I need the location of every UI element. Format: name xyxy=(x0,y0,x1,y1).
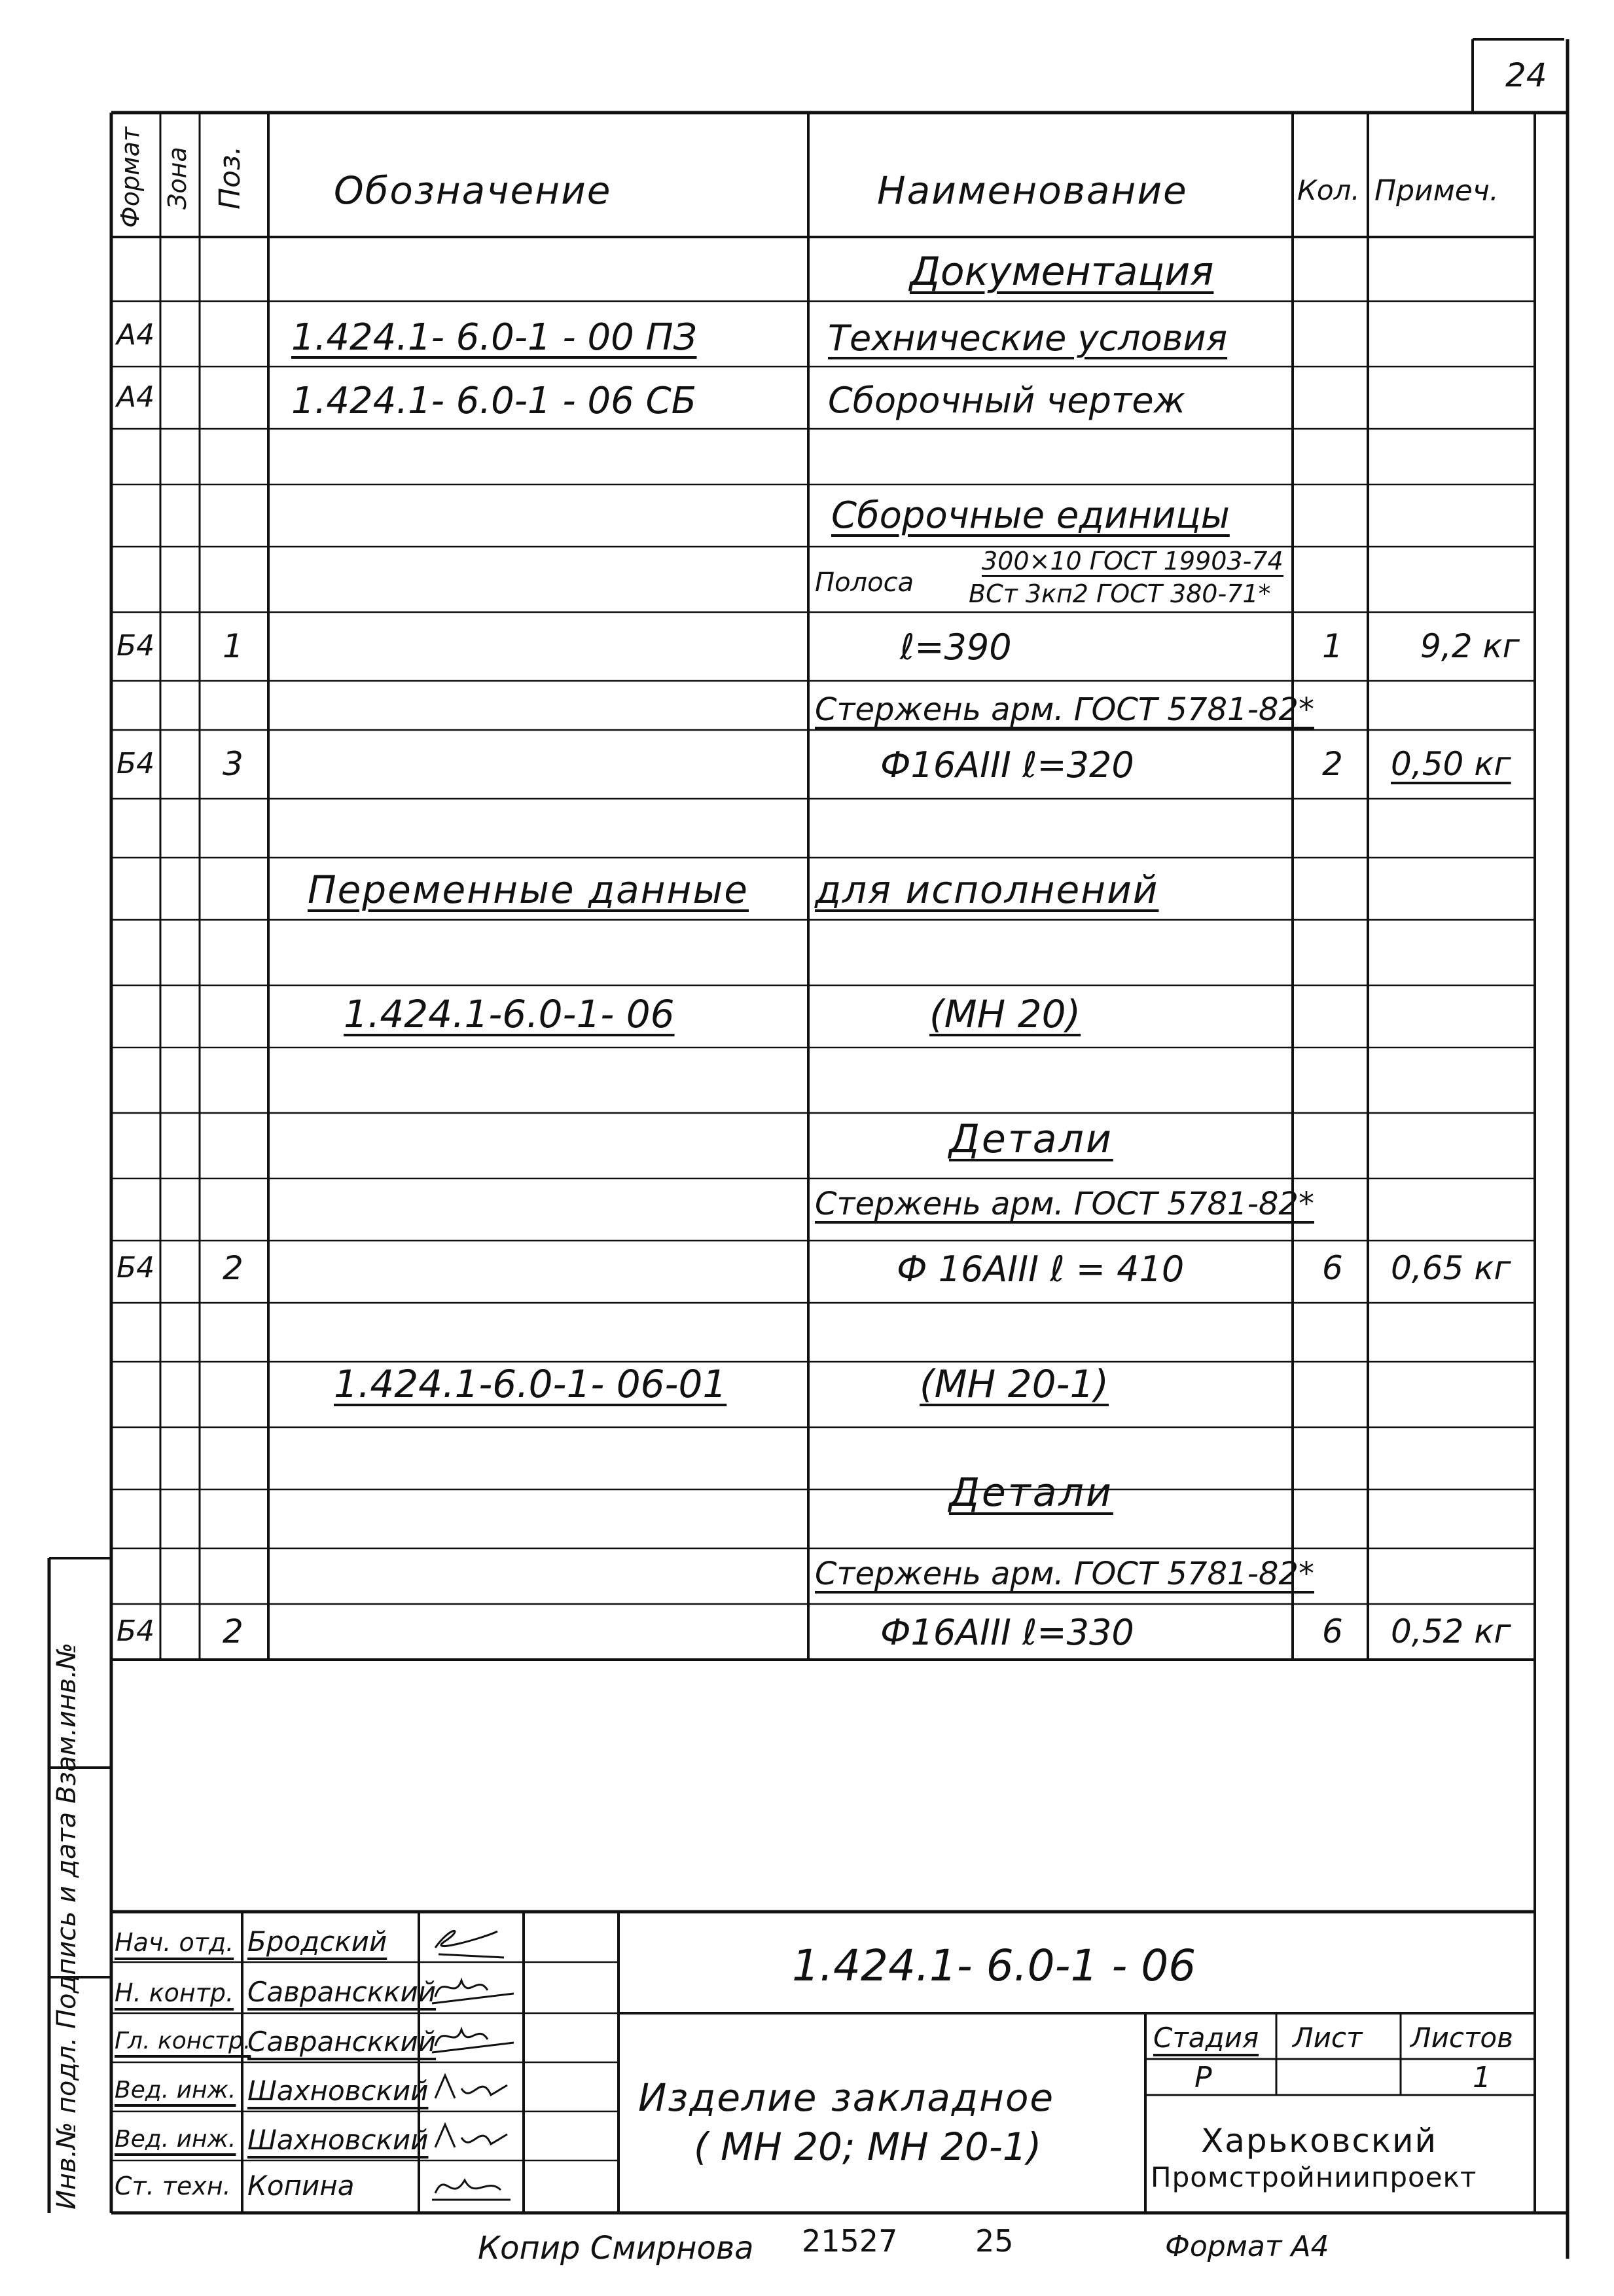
row22-note: 0,52 кг xyxy=(1391,1613,1511,1650)
org-line-2: Промстройниипроект xyxy=(1151,2161,1477,2193)
header-name: Наименование xyxy=(877,168,1188,213)
row22-format: Б4 xyxy=(117,1614,155,1648)
signature-2 xyxy=(425,1967,517,2013)
row6-fraction-bottom: ВСт 3кп2 ГОСТ 380-71* xyxy=(969,579,1271,608)
header-format: Формат xyxy=(116,126,145,228)
tb-role-3: Гл. констр. xyxy=(115,2028,251,2054)
stage-label: Стадия xyxy=(1153,2022,1259,2054)
signature-5 xyxy=(425,2115,517,2160)
row6-fraction-top: 300×10 ГОСТ 19903-74 xyxy=(982,547,1283,575)
details-label-1: Детали xyxy=(949,1116,1113,1162)
tb-role-6: Ст. техн. xyxy=(115,2172,231,2200)
tb-name-4: Шахновский xyxy=(247,2075,429,2107)
row3-format: А4 xyxy=(117,380,155,414)
tb-name-2: Саврансккий xyxy=(247,1976,437,2008)
variable-data-label: Переменные данные xyxy=(308,867,749,912)
row7-format: Б4 xyxy=(117,629,155,663)
sheets-label: Листов xyxy=(1410,2022,1513,2054)
row9-format: Б4 xyxy=(117,747,155,780)
row9-name: Ф16АIII ℓ=320 xyxy=(880,744,1134,786)
row17-note: 0,65 кг xyxy=(1391,1249,1511,1287)
sheets-value: 1 xyxy=(1473,2061,1491,2094)
header-zone: Зона xyxy=(163,147,192,210)
header-qty: Кол. xyxy=(1297,174,1360,206)
row-documentation: Документация xyxy=(910,249,1214,295)
footer-page: 25 xyxy=(975,2223,1014,2259)
footer-copied: Копир Смирнова xyxy=(478,2230,754,2267)
footer-order: 21527 xyxy=(802,2223,898,2259)
sheet-number: 24 xyxy=(1505,56,1547,94)
tb-name-6: Копина xyxy=(247,2170,355,2202)
row9-pos: 3 xyxy=(223,745,243,783)
org-line-1: Харьковский xyxy=(1201,2122,1438,2160)
sheet-label: Лист xyxy=(1293,2022,1363,2054)
row17-qty: 6 xyxy=(1322,1249,1343,1287)
stage-value: Р xyxy=(1194,2061,1212,2094)
row21-name: Стержень арм. ГОСТ 5781-82* xyxy=(815,1556,1314,1592)
tb-role-4: Вед. инж. xyxy=(115,2077,236,2104)
row22-name: Ф16АIII ℓ=330 xyxy=(880,1612,1134,1653)
tb-role-5: Вед. инж. xyxy=(115,2126,236,2153)
row17-pos: 2 xyxy=(223,1249,243,1287)
row22-pos: 2 xyxy=(223,1613,243,1650)
tb-name-3: Саврансккий xyxy=(247,2026,437,2058)
tb-role-2: Н. контр. xyxy=(115,1978,234,2007)
signature-6 xyxy=(425,2164,517,2210)
row2-format: А4 xyxy=(117,318,155,352)
row2-designation: 1.424.1- 6.0-1 - 00 ПЗ xyxy=(291,316,697,359)
row3-designation: 1.424.1- 6.0-1 - 06 СБ xyxy=(291,380,697,422)
row9-qty: 2 xyxy=(1322,745,1343,783)
row6-prefix: Полоса xyxy=(815,568,914,598)
version2-designation: 1.424.1-6.0-1- 06-01 xyxy=(334,1362,727,1406)
row2-name: Технические условия xyxy=(828,318,1228,359)
version2-name: (МН 20-1) xyxy=(920,1362,1109,1406)
row8-name: Стержень арм. ГОСТ 5781-82* xyxy=(815,691,1314,728)
row17-name: Ф 16АIII ℓ = 410 xyxy=(897,1248,1185,1290)
tb-name-1: Бродский xyxy=(247,1925,387,1958)
row22-qty: 6 xyxy=(1322,1613,1343,1650)
binding-strip-label: Инв.№ подл. Подпись и дата Взам.инв.№ xyxy=(52,1642,82,2210)
signature-1 xyxy=(425,1918,517,1964)
tb-role-1: Нач. отд. xyxy=(115,1928,234,1957)
title-line-1: Изделие закладное xyxy=(638,2075,1055,2120)
version1-designation: 1.424.1-6.0-1- 06 xyxy=(344,992,675,1036)
title-line-2: ( МН 20; МН 20-1) xyxy=(694,2124,1042,2169)
row16-name: Стержень арм. ГОСТ 5781-82* xyxy=(815,1186,1314,1222)
row7-name: ℓ=390 xyxy=(900,627,1012,668)
row17-format: Б4 xyxy=(117,1251,155,1285)
header-pos: Поз. xyxy=(213,145,247,210)
tb-name-5: Шахновский xyxy=(247,2124,429,2156)
footer-format: Формат А4 xyxy=(1165,2230,1329,2263)
row9-note: 0,50 кг xyxy=(1391,745,1511,783)
row7-note: 9,2 кг xyxy=(1420,627,1520,665)
title-doc-number: 1.424.1- 6.0-1 - 06 xyxy=(792,1941,1196,1991)
row7-pos: 1 xyxy=(223,627,243,665)
header-designation: Обозначение xyxy=(334,168,612,213)
row7-qty: 1 xyxy=(1322,627,1343,665)
version1-name: (МН 20) xyxy=(929,992,1081,1036)
details-label-2: Детали xyxy=(949,1470,1113,1516)
row3-name: Сборочный чертеж xyxy=(828,380,1186,421)
row-assembly-units: Сборочные единицы xyxy=(831,494,1230,537)
signature-3 xyxy=(425,2016,517,2062)
for-versions-label: для исполнений xyxy=(815,867,1159,912)
header-note: Примеч. xyxy=(1374,174,1499,208)
signature-4 xyxy=(425,2066,517,2111)
